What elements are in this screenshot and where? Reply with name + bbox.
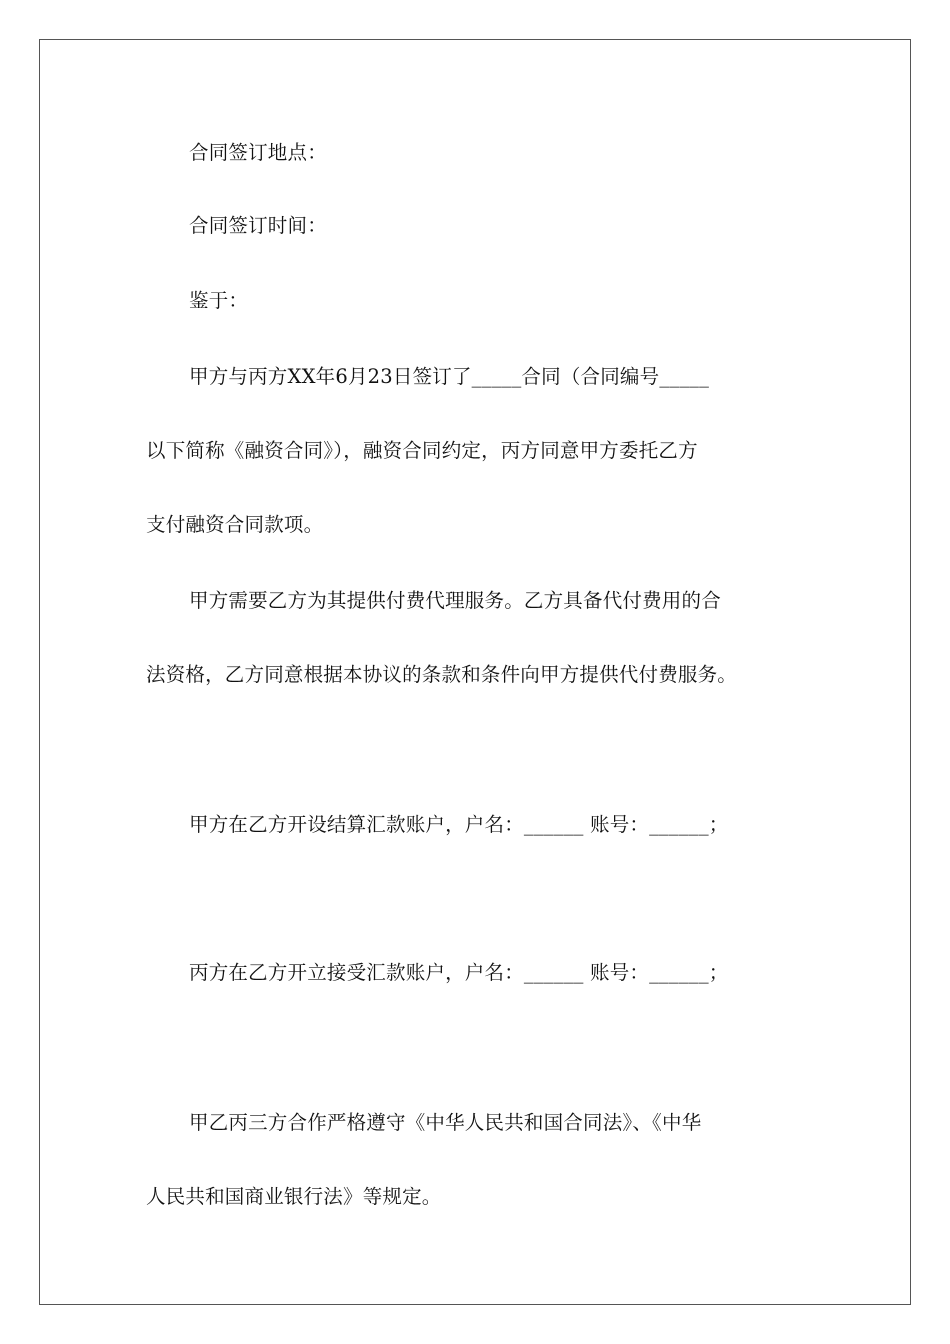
signing-place-line: 合同签订地点：: [189, 141, 327, 164]
paragraph-financing-contract-line-2: 以下简称《融资合同》），融资合同约定，丙方同意甲方委托乙方: [146, 439, 698, 462]
paragraph-legal-compliance-line-2: 人民共和国商业银行法》等规定。: [146, 1185, 442, 1208]
party-c-account-line: 丙方在乙方开立接受汇款账户，户名：______ 账号：______；: [189, 961, 729, 984]
signing-time-line: 合同签订时间：: [189, 214, 327, 237]
paragraph-payment-agent-line-1: 甲方需要乙方为其提供付费代理服务。乙方具备代付费用的合: [189, 589, 721, 612]
party-a-account-line: 甲方在乙方开设结算汇款账户，户名：______ 账号：______；: [189, 813, 729, 836]
whereas-heading: 鉴于：: [189, 289, 249, 312]
paragraph-payment-agent-line-2: 法资格，乙方同意根据本协议的条款和条件向甲方提供代付费服务。: [146, 663, 738, 686]
paragraph-financing-contract-line-1: 甲方与丙方XX年6月23日签订了_____合同（合同编号_____: [189, 365, 710, 388]
paragraph-legal-compliance-line-1: 甲乙丙三方合作严格遵守《中华人民共和国合同法》、《中华: [189, 1111, 702, 1134]
paragraph-financing-contract-line-3: 支付融资合同款项。: [146, 513, 324, 536]
